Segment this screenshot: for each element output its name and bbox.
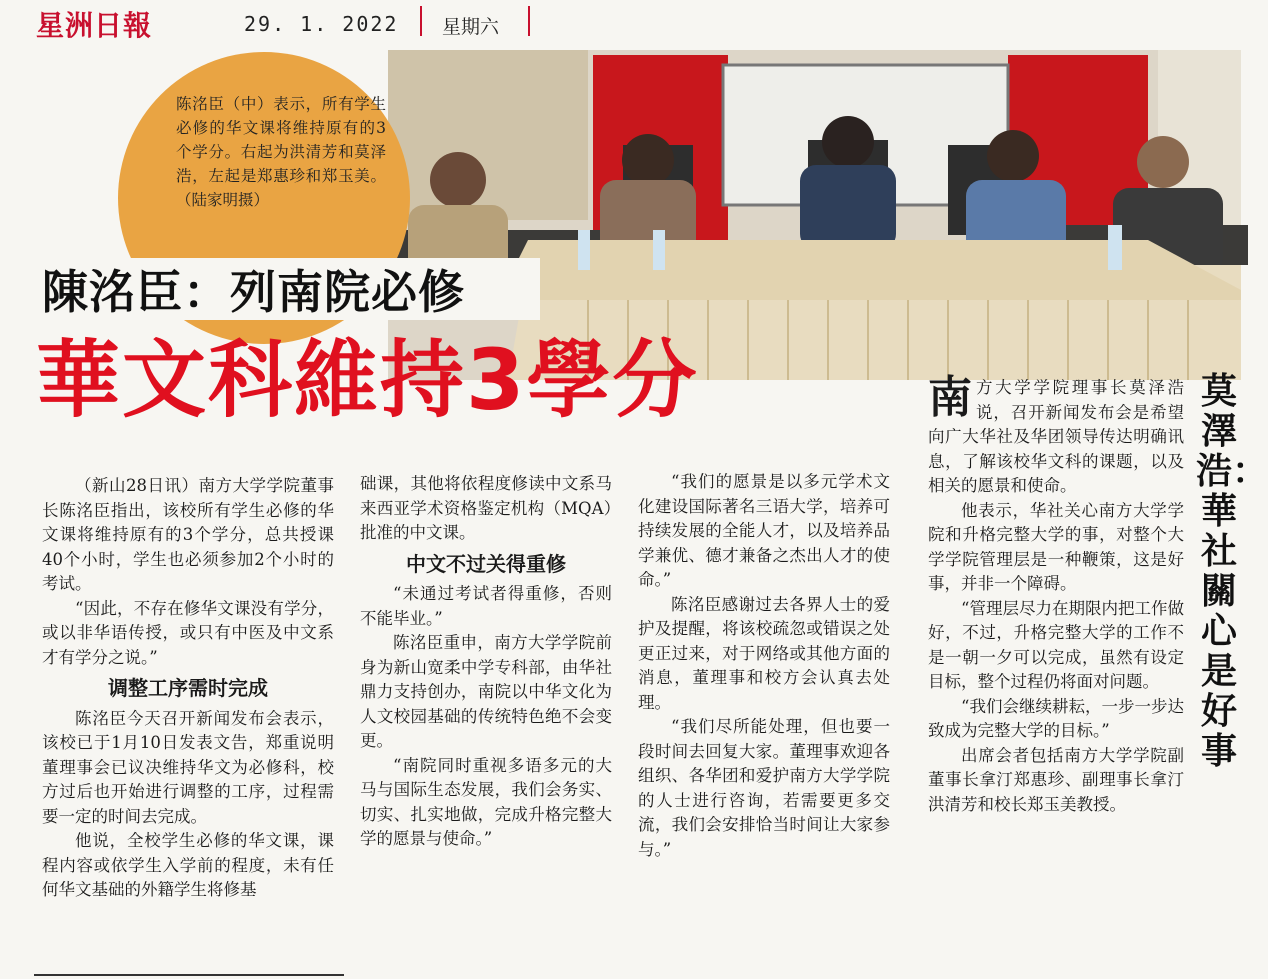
paragraph: （新山28日讯）南方大学学院董事长陈洺臣指出，该校所有学生必修的华文课将维持原有的3个学分，总共授课40个小时，学生也必须参加2个小时的考试。	[42, 476, 334, 593]
subheading: 调整工序需时完成	[108, 676, 268, 700]
newspaper-logo: 星洲日報	[36, 9, 153, 42]
paragraph: 陈洺臣感谢过去各界人士的爱护及提醒，将该校疏忽或错误之处更正过来，对于网络或其他方面的消息，董理事和校方会认真去处理。	[638, 594, 890, 712]
sidebar-article	[928, 372, 1184, 817]
paragraph: “我们的愿景是以多元学术文化建设国际著名三语大学，培养可持续发展的全能人才，以及培养品学兼优、德才兼备之杰出人才的使命。”	[638, 472, 890, 589]
bottom-rule	[34, 974, 344, 976]
drop-cap: 南	[928, 372, 972, 423]
masthead	[0, 0, 1257, 46]
paragraph: “管理层尽力在期限内把工作做好，不过，升格完整大学的工作不是一朝一夕可以完成，虽然有设定目标，整个过程仍将面对问题。	[928, 598, 1184, 691]
divider	[528, 6, 530, 36]
photo-caption: 陈洺臣（中）表示，所有学生必修的华文课将维持原有的3个学分。右起为洪清芳和莫泽浩，左起是郑惠珍和郑玉美。（陆家明摄）	[176, 95, 386, 209]
paragraph: 陈洺臣今天召开新闻发布会表示，该校已于1月10日发表文告，郑重说明董理事会已议决维持华文为必修科，校方过后也开始进行调整的工序，过程需要一定的时间去完成。	[42, 708, 334, 826]
paragraph: 陈洺臣重申，南方大学学院前身为新山宽柔中学专科部，由华社鼎力支持创办，南院以中华文化为人文校园基础的传统特色绝不会变更。	[360, 633, 612, 750]
article-column-3	[638, 470, 890, 862]
paragraph: “未通过考试者得重修，否则不能毕业。”	[360, 584, 612, 628]
subheading: 中文不过关得重修	[406, 551, 566, 576]
paragraph: 他表示，华社关心南方大学学院和升格完整大学的事，对整个大学学院管理层是一种鞭策，这是好事，并非一个障碍。	[928, 500, 1184, 593]
main-headline: 華文科維持3學分	[36, 331, 699, 429]
divider	[420, 6, 422, 36]
paragraph: “南院同时重视多语多元的大马与国际生态发展，我们会务实、切实、扎实地做，完成升格完整大学的愿景与使命。”	[360, 755, 612, 848]
paragraph: 础课，其他将依程度修读中文系马来西亚学术资格鉴定机构（MQA）批准的中文课。	[360, 474, 612, 542]
paragraph: 方大学学院理事长莫泽浩说，召开新闻发布会是希望向广大华社及华团领导传达明确讯息，了解该校华文科的课题，以及相关的愿景和使命。	[928, 378, 1184, 495]
article-column-2	[360, 472, 612, 852]
paragraph: 他说，全校学生必修的华文课，课程内容或依学生入学前的程度，未有任何华文基础的外籍学生将修基	[42, 831, 334, 899]
issue-date: 29. 1. 2022	[244, 12, 399, 36]
paragraph: “我们会继续耕耘，一步一步达致成为完整大学的目标。”	[928, 696, 1184, 740]
paragraph: “我们尽所能处理，但也要一段时间去回复大家。董理事欢迎各组织、各华团和爱护南方大学学院的人士进行咨询，若需要更多交流，我们会安排恰当时间让大家参与。”	[638, 717, 890, 859]
article-column-1	[42, 474, 334, 903]
sidebar-title: 莫澤浩：華社關心是好事	[1196, 371, 1268, 772]
paragraph: “因此，不存在修华文课没有学分，或以非华语传授，或只有中医及中文系才有学分之说。”	[42, 598, 334, 667]
issue-weekday: 星期六	[442, 16, 500, 38]
paragraph: 出席会者包括南方大学学院副董事长拿汀郑惠珍、副理事长拿汀洪清芳和校长郑玉美教授。	[928, 745, 1184, 814]
kicker-headline: 陳洺臣：列南院必修	[42, 265, 465, 319]
